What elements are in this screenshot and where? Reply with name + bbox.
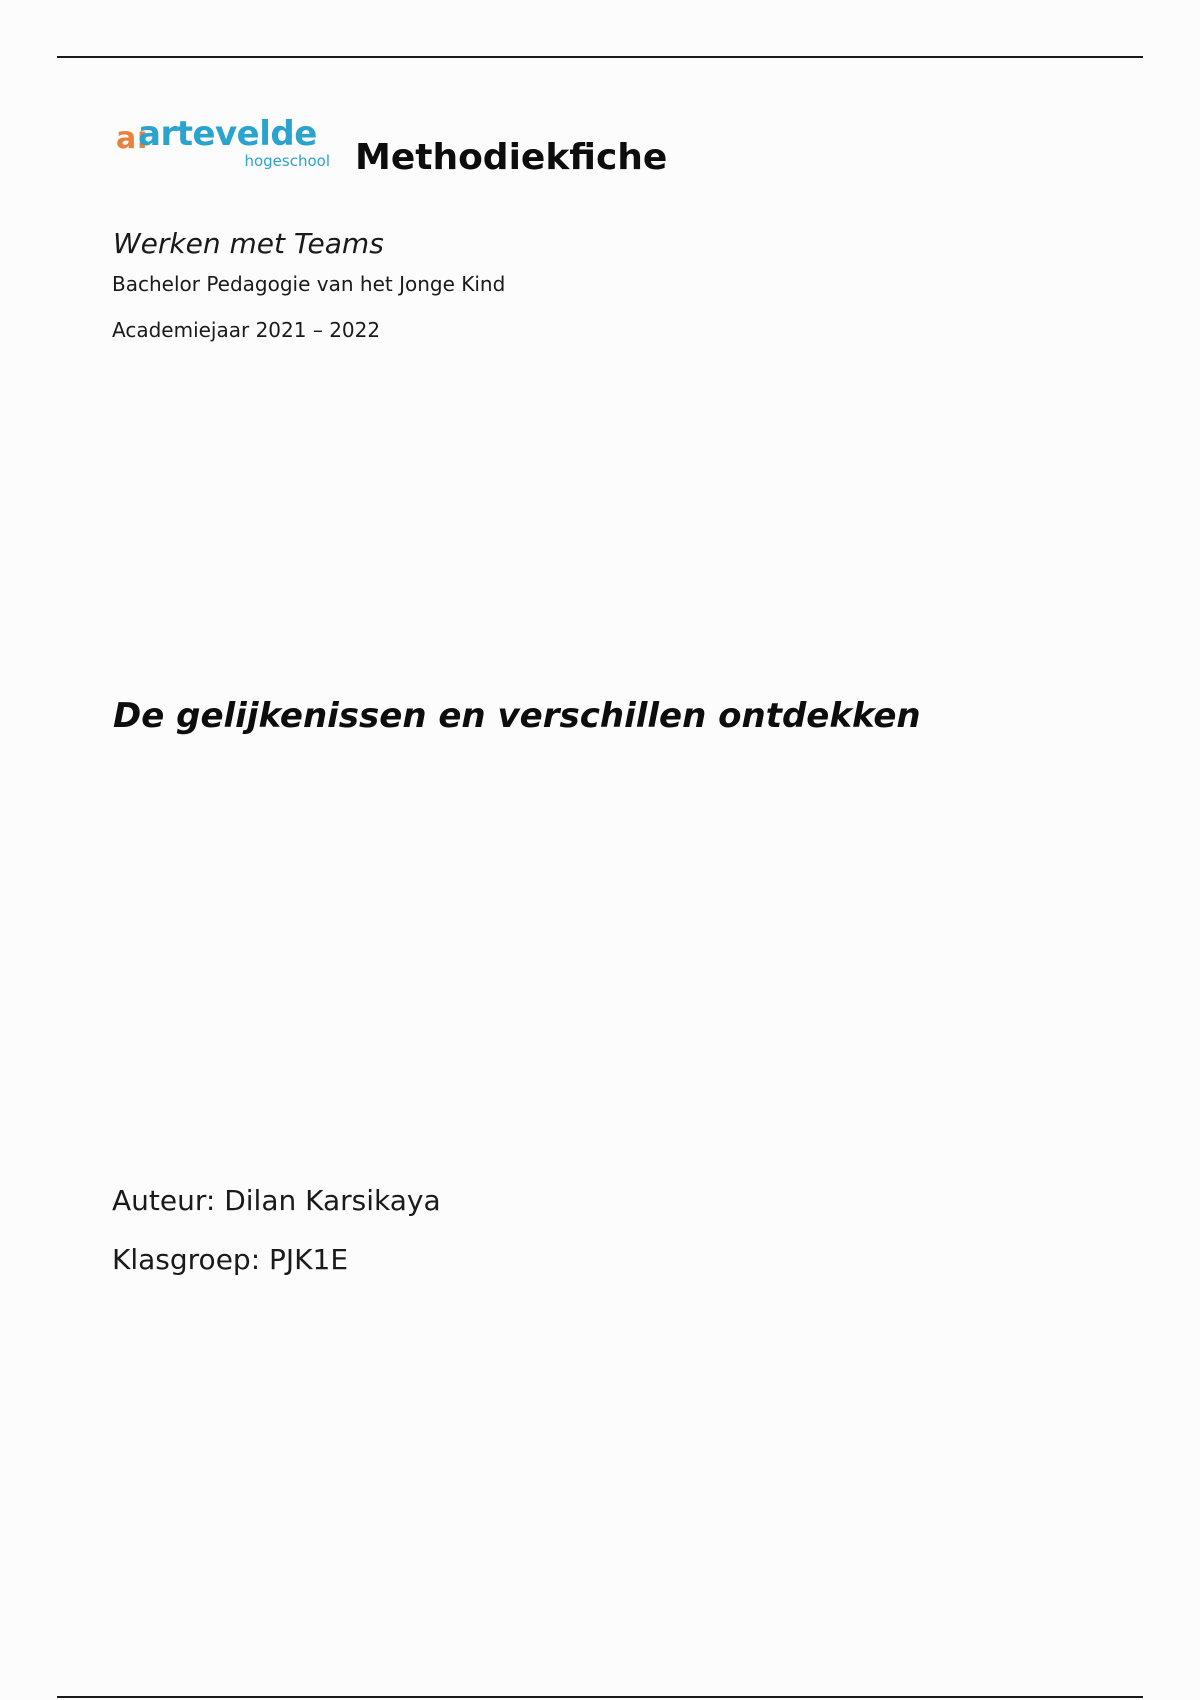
academic-year: Academiejaar 2021 – 2022 [112,318,381,342]
top-rule [57,56,1143,58]
class-group-line: Klasgroep: PJK1E [112,1243,349,1276]
program-name: Bachelor Pedagogie van het Jonge Kind [112,272,506,296]
artevelde-logo [116,112,336,176]
document-type-heading: Methodiekfiche [355,137,668,178]
author-line: Auteur: Dilan Karsikaya [112,1184,441,1217]
logo-wordmark: artevelde [138,114,317,154]
logo-mark: a: [116,121,149,156]
document-title: De gelijkenissen en verschillen ontdekken [113,696,921,736]
logo-subtitle: hogeschool [244,152,330,170]
bottom-rule [57,1696,1143,1698]
course-name: Werken met Teams [113,227,384,260]
